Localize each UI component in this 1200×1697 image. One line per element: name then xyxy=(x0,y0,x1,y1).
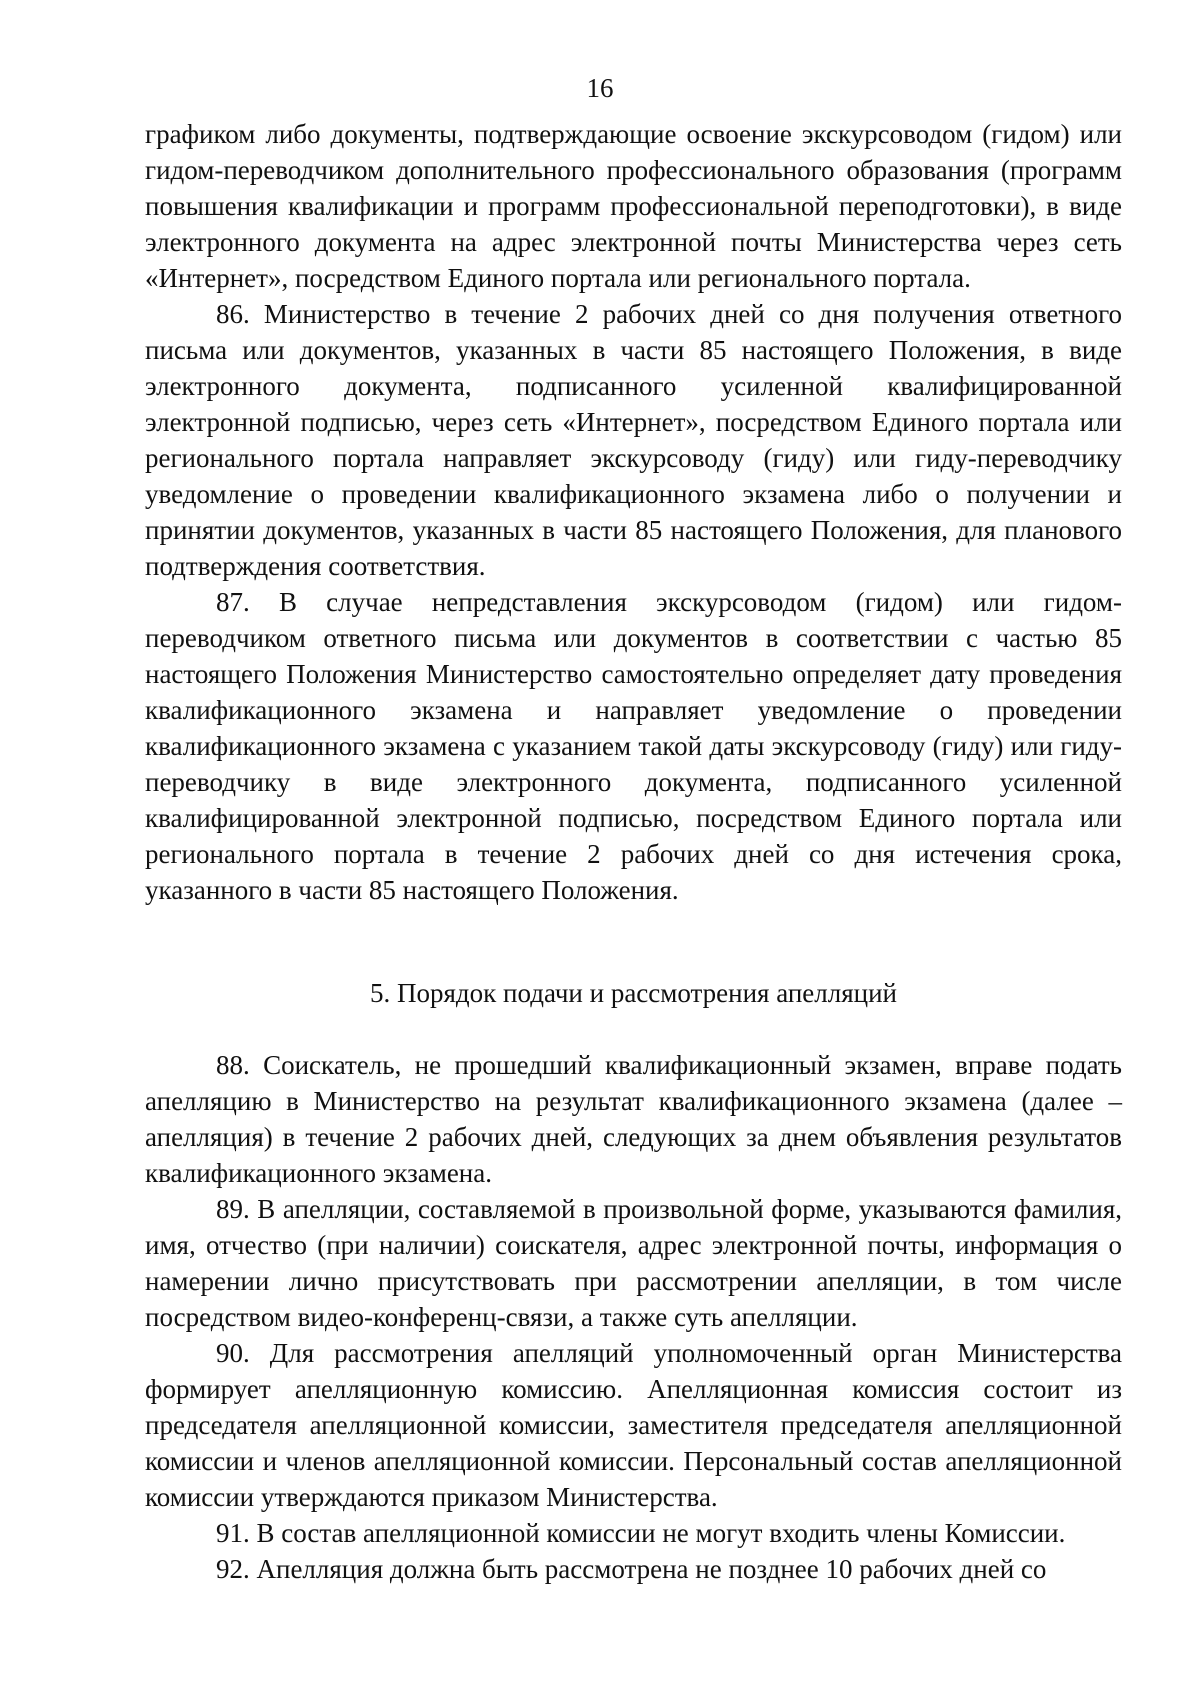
paragraph-90: 90. Для рассмотрения апелляций уполномоченный орган Министерства формирует апелляционную комиссию. Апелляционная комиссия состоит из председателя апелляционной комиссии, заместителя председателя апелляционной комиссии и членов апелляционной комиссии. Персональный состав апелляционной комиссии утверждаются приказом Министерства. xyxy=(145,1338,1122,1512)
paragraph-86: 86. Министерство в течение 2 рабочих дней со дня получения ответного письма или документов, указанных в части 85 настоящего Положения, в виде электронного документа, подписанного усиленной квалифицированной электронной подписью, через сеть «Интернет», посредством Единого портала или регионального портала направляет экскурсоводу (гиду) или гиду-переводчику уведомление о проведении квалификационного экзамена либо о получении и принятии документов, указанных в части 85 настоящего Положения, для планового подтверждения соответствия. xyxy=(145,299,1122,581)
document-body-top xyxy=(145,116,1122,908)
paragraph-88: 88. Соискатель, не прошедший квалификационный экзамен, вправе подать апелляцию в Министерство на результат квалификационного экзамена (далее – апелляция) в течение 2 рабочих дней, следующих за днем объявления результатов квалификационного экзамена. xyxy=(145,1050,1122,1188)
document-body-bottom xyxy=(145,1047,1122,1587)
paragraph-continuation: графиком либо документы, подтверждающие освоение экскурсоводом (гидом) или гидом-переводчиком дополнительного профессионального образования (программ повышения квалификации и программ профессиональной переподготовки), в виде электронного документа на адрес электронной почты Министерства через сеть «Интернет», посредством Единого портала или регионального портала. xyxy=(145,119,1122,293)
paragraph-89: 89. В апелляции, составляемой в произвольной форме, указываются фамилия, имя, отчество (при наличии) соискателя, адрес электронной почты, информация о намерении лично присутствовать при рассмотрении апелляции, в том числе посредством видео-конференц-связи, а также суть апелляции. xyxy=(145,1194,1122,1332)
paragraph-92: 92. Апелляция должна быть рассмотрена не позднее 10 рабочих дней со xyxy=(216,1554,1047,1584)
paragraph-91: 91. В состав апелляционной комиссии не могут входить члены Комиссии. xyxy=(216,1518,1066,1548)
section-heading: 5. Порядок подачи и рассмотрения апелляций xyxy=(370,978,897,1008)
paragraph-87: 87. В случае непредставления экскурсоводом (гидом) или гидом-переводчиком ответного письма или документов в соответствии с частью 85 настоящего Положения Министерство самостоятельно определяет дату проведения квалификационного экзамена и направляет уведомление о проведении квалификационного экзамена с указанием такой даты экскурсоводу (гиду) или гиду-переводчику в виде электронного документа, подписанного усиленной квалифицированной электронной подписью, посредством Единого портала или регионального портала в течение 2 рабочих дней со дня истечения срока, указанного в части 85 настоящего Положения. xyxy=(145,587,1122,905)
page-number: 16 xyxy=(586,73,614,103)
